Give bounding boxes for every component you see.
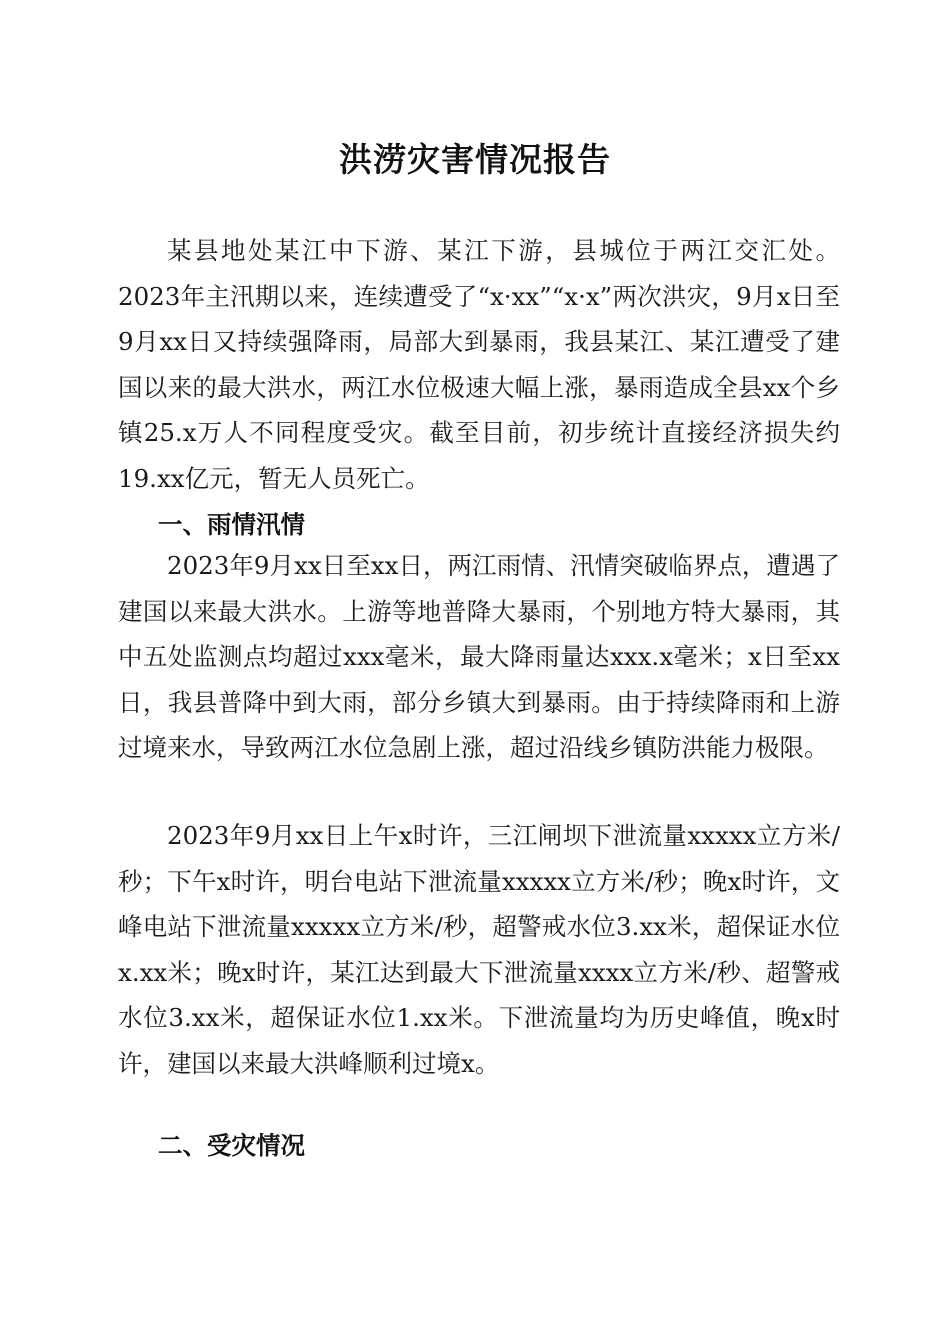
section-heading-rain-flood: 一、雨情汛情 — [158, 510, 305, 539]
intro-paragraph: 某县地处某江中下游、某江下游，县城位于两江交汇处。2023年主汛期以来，连续遭受了“x·xx”“x·x”两次洪灾，9月x日至9月xx日又持续强降雨，局部大到暴雨，我县某江、某江遭受了建国以来的最大洪水，两江水位极速大幅上涨，暴雨造成全县xx个乡镇25.x万人不同程度受灾。截至目前，初步统计直接经济损失约19.xx亿元，暂无人员死亡。 — [118, 236, 840, 493]
section-heading-disaster: 二、受灾情况 — [158, 1131, 305, 1160]
document-title: 洪涝灾害情况报告 — [339, 140, 611, 179]
rain-flood-paragraph: 2023年9月xx日至xx日，两江雨情、汛情突破临界点，遭遇了建国以来最大洪水。上游等地普降大暴雨，个别地方特大暴雨，其中五处监测点均超过xxx毫米，最大降雨量达xxx.x毫米；x日至xx日，我县普降中到大雨，部分乡镇大到暴雨。由于持续降雨和上游过境来水，导致两江水位急剧上涨，超过沿线乡镇防洪能力极限。 — [118, 551, 840, 762]
discharge-paragraph: 2023年9月xx日上午x时许，三江闸坝下泄流量xxxxx立方米/秒；下午x时许，明台电站下泄流量xxxxx立方米/秒；晚x时许，文峰电站下泄流量xxxxx立方米/秒，超警戒水位3.xx米，超保证水位x.xx米；晚x时许，某江达到最大下泄流量xxxx立方米/秒、超警戒水位3.xx米，超保证水位1.xx米。下泄流量均为历史峰值，晚x时许，建国以来最大洪峰顺利过境x。 — [118, 821, 840, 1078]
